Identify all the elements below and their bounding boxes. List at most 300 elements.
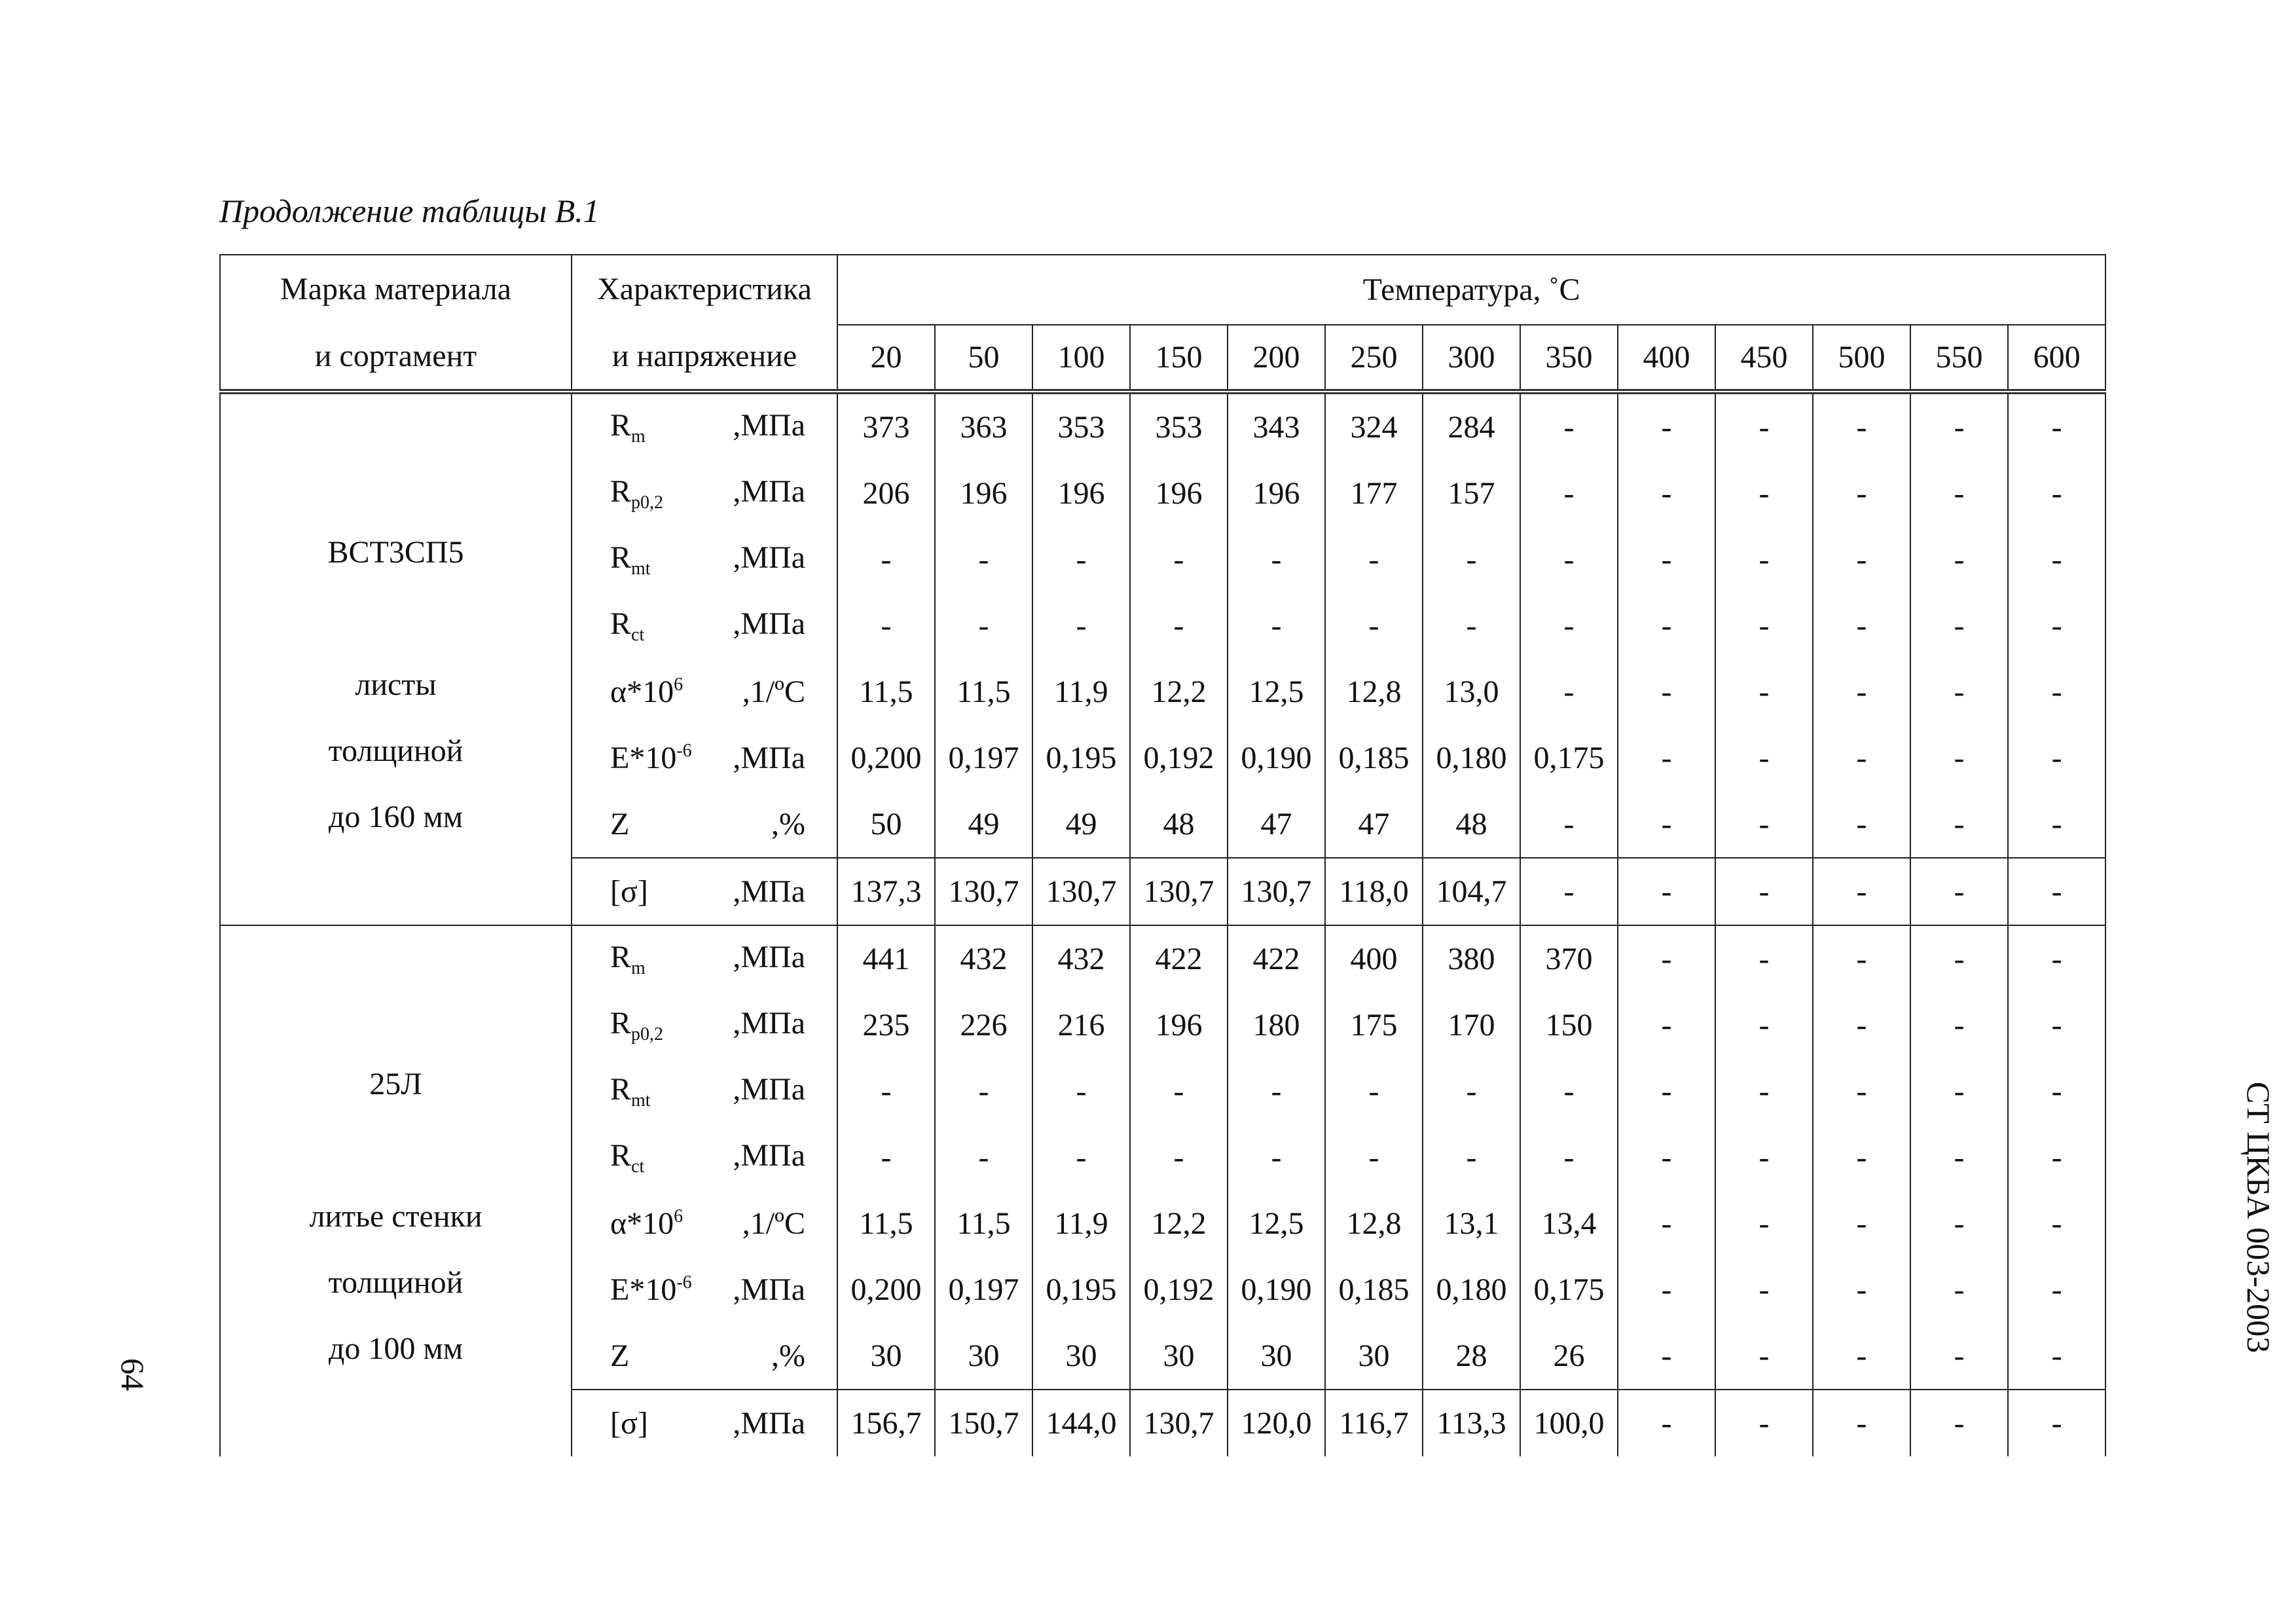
symbol-base: α*10 bbox=[610, 1206, 674, 1241]
characteristic-cell bbox=[572, 526, 837, 593]
value-cell: - bbox=[1228, 593, 1325, 659]
value-cell: - bbox=[1910, 460, 2008, 526]
value-cell: 49 bbox=[1032, 791, 1130, 858]
symbol-subscript: p0,2 bbox=[631, 1024, 664, 1044]
value-cell: - bbox=[1032, 593, 1130, 659]
characteristic-cell bbox=[572, 791, 837, 858]
value-cell: - bbox=[2008, 1190, 2105, 1257]
value-cell: - bbox=[1423, 526, 1520, 593]
value-cell: - bbox=[1618, 392, 1715, 460]
value-cell: 432 bbox=[935, 925, 1032, 992]
temp-header-cell: 200 bbox=[1228, 325, 1325, 392]
value-cell: 26 bbox=[1520, 1323, 1618, 1390]
temp-header-cell: 20 bbox=[837, 325, 935, 392]
value-cell: - bbox=[1520, 460, 1618, 526]
symbol-base: R bbox=[610, 940, 632, 974]
characteristic-cell bbox=[572, 725, 837, 791]
value-cell: - bbox=[1813, 1124, 1910, 1190]
value-cell: 400 bbox=[1325, 925, 1423, 992]
value-cell: 175 bbox=[1325, 992, 1423, 1058]
header-char-line1: Характеристика bbox=[597, 272, 812, 306]
characteristic-unit: ,МПа bbox=[733, 940, 805, 974]
characteristic-cell bbox=[572, 1390, 837, 1456]
value-cell: - bbox=[1813, 593, 1910, 659]
value-cell: 28 bbox=[1423, 1323, 1520, 1390]
characteristic-unit: ,% bbox=[771, 807, 805, 841]
characteristic-cell bbox=[572, 593, 837, 659]
symbol-superscript: -6 bbox=[676, 741, 692, 761]
material-cell bbox=[220, 925, 572, 1456]
value-cell: 0,185 bbox=[1325, 725, 1423, 791]
characteristic-unit: ,МПа bbox=[733, 408, 805, 443]
value-cell: - bbox=[1520, 791, 1618, 858]
value-cell: - bbox=[1910, 925, 2008, 992]
value-cell: 11,5 bbox=[837, 1190, 935, 1257]
value-cell: 30 bbox=[1032, 1323, 1130, 1390]
characteristic-cell bbox=[572, 1257, 837, 1323]
value-cell: - bbox=[1618, 791, 1715, 858]
value-cell: - bbox=[1910, 593, 2008, 659]
value-cell: 0,180 bbox=[1423, 1257, 1520, 1323]
symbol-base: [σ] bbox=[610, 874, 648, 909]
value-cell: 373 bbox=[837, 392, 935, 460]
value-cell: - bbox=[1618, 659, 1715, 725]
temp-header-cell: 600 bbox=[2008, 325, 2105, 392]
characteristic-unit: ,1/ºС bbox=[742, 674, 805, 709]
characteristic-symbol bbox=[610, 806, 629, 842]
value-cell: - bbox=[1618, 593, 1715, 659]
symbol-subscript: mt bbox=[631, 1090, 651, 1111]
value-cell: - bbox=[2008, 526, 2105, 593]
characteristic-symbol bbox=[610, 1137, 644, 1177]
symbol-base: E*10 bbox=[610, 1272, 677, 1307]
temp-header-cell: 150 bbox=[1130, 325, 1228, 392]
symbol-subscript: ct bbox=[631, 625, 645, 645]
characteristic-unit: ,МПа bbox=[733, 874, 805, 909]
characteristic-symbol bbox=[610, 874, 648, 910]
value-cell: 177 bbox=[1325, 460, 1423, 526]
value-cell: - bbox=[1715, 1190, 1813, 1257]
value-cell: 441 bbox=[837, 925, 935, 992]
value-cell: 353 bbox=[1130, 392, 1228, 460]
value-cell: - bbox=[1813, 1058, 1910, 1124]
characteristic-symbol bbox=[610, 1405, 648, 1441]
value-cell: - bbox=[1520, 1058, 1618, 1124]
value-cell: - bbox=[1910, 992, 2008, 1058]
symbol-superscript: 6 bbox=[674, 1206, 683, 1227]
characteristic-unit: ,МПа bbox=[733, 606, 805, 641]
characteristic-symbol bbox=[610, 1005, 663, 1045]
symbol-subscript: ct bbox=[631, 1156, 645, 1177]
value-cell: - bbox=[1813, 1390, 1910, 1456]
value-cell: 130,7 bbox=[1130, 1390, 1228, 1456]
value-cell: - bbox=[1813, 1257, 1910, 1323]
symbol-subscript: m bbox=[631, 958, 646, 978]
material-cell bbox=[220, 392, 572, 925]
characteristic-unit: ,МПа bbox=[733, 1406, 805, 1441]
value-cell: - bbox=[1715, 858, 1813, 925]
characteristic-cell bbox=[572, 392, 837, 460]
value-cell: - bbox=[1910, 1323, 2008, 1390]
symbol-base: R bbox=[610, 408, 632, 443]
value-cell: - bbox=[1813, 925, 1910, 992]
symbol-base: E*10 bbox=[610, 741, 677, 775]
value-cell: - bbox=[2008, 1257, 2105, 1323]
value-cell: - bbox=[1813, 1190, 1910, 1257]
characteristic-symbol bbox=[610, 1206, 683, 1242]
header-temperature: Температура, ˚С bbox=[837, 255, 2105, 325]
value-cell: 12,2 bbox=[1130, 1190, 1228, 1257]
characteristic-unit: ,МПа bbox=[733, 1138, 805, 1173]
characteristic-symbol bbox=[610, 1272, 692, 1308]
value-cell: - bbox=[2008, 659, 2105, 725]
value-cell: - bbox=[2008, 858, 2105, 925]
characteristic-cell bbox=[572, 992, 837, 1058]
symbol-base: Z bbox=[610, 1338, 630, 1373]
characteristic-symbol bbox=[610, 939, 646, 979]
value-cell: - bbox=[1910, 659, 2008, 725]
value-cell: 226 bbox=[935, 992, 1032, 1058]
value-cell: - bbox=[1618, 1390, 1715, 1456]
value-cell: - bbox=[1618, 925, 1715, 992]
value-cell: - bbox=[1715, 593, 1813, 659]
value-cell: 30 bbox=[1325, 1323, 1423, 1390]
characteristic-cell bbox=[572, 1124, 837, 1190]
characteristic-unit: ,МПа bbox=[733, 1072, 805, 1107]
value-cell: 422 bbox=[1228, 925, 1325, 992]
characteristic-unit: ,1/ºС bbox=[742, 1206, 805, 1241]
value-cell: 216 bbox=[1032, 992, 1130, 1058]
value-cell: 380 bbox=[1423, 925, 1520, 992]
symbol-subscript: m bbox=[631, 426, 646, 447]
value-cell: - bbox=[1130, 526, 1228, 593]
value-cell: - bbox=[1910, 1190, 2008, 1257]
value-cell: - bbox=[1715, 526, 1813, 593]
material-line: толщиной bbox=[328, 733, 464, 768]
property-row bbox=[220, 925, 2105, 992]
value-cell: - bbox=[1325, 526, 1423, 593]
value-cell: - bbox=[1618, 1257, 1715, 1323]
value-cell: - bbox=[1618, 992, 1715, 1058]
value-cell: - bbox=[1813, 526, 1910, 593]
value-cell: 11,5 bbox=[935, 659, 1032, 725]
header-material-line1: Марка материала bbox=[280, 272, 511, 306]
symbol-base: R bbox=[610, 1006, 632, 1041]
value-cell: 130,7 bbox=[1130, 858, 1228, 925]
value-cell: - bbox=[1910, 725, 2008, 791]
value-cell: 0,185 bbox=[1325, 1257, 1423, 1323]
table-body bbox=[220, 255, 2105, 1456]
material-line: толщиной bbox=[328, 1264, 464, 1300]
value-cell: 30 bbox=[1130, 1323, 1228, 1390]
value-cell: - bbox=[837, 1058, 935, 1124]
value-cell: - bbox=[1032, 526, 1130, 593]
value-cell: 0,190 bbox=[1228, 1257, 1325, 1323]
value-cell: - bbox=[2008, 791, 2105, 858]
value-cell: 156,7 bbox=[837, 1390, 935, 1456]
characteristic-unit: ,МПа bbox=[733, 1272, 805, 1307]
value-cell: 30 bbox=[935, 1323, 1032, 1390]
value-cell: 206 bbox=[837, 460, 935, 526]
value-cell: 50 bbox=[837, 791, 935, 858]
value-cell: 0,200 bbox=[837, 1257, 935, 1323]
value-cell: 0,192 bbox=[1130, 725, 1228, 791]
value-cell: - bbox=[1910, 526, 2008, 593]
material-line: до 160 мм bbox=[328, 799, 464, 834]
value-cell: - bbox=[1520, 858, 1618, 925]
document-code: СТ ЦКБА 003-2003 bbox=[2240, 1081, 2277, 1354]
value-cell: 13,1 bbox=[1423, 1190, 1520, 1257]
value-cell: - bbox=[1130, 1058, 1228, 1124]
header-material bbox=[220, 255, 572, 392]
value-cell: - bbox=[1715, 992, 1813, 1058]
value-cell: 0,175 bbox=[1520, 725, 1618, 791]
value-cell: - bbox=[935, 1058, 1032, 1124]
header-characteristic bbox=[572, 255, 837, 392]
material-line: листы bbox=[355, 667, 437, 702]
symbol-subscript: p0,2 bbox=[631, 492, 664, 513]
value-cell: - bbox=[1813, 659, 1910, 725]
value-cell: - bbox=[1910, 392, 2008, 460]
value-cell: 353 bbox=[1032, 392, 1130, 460]
symbol-base: α*10 bbox=[610, 674, 674, 709]
value-cell: - bbox=[1715, 392, 1813, 460]
header-row-1 bbox=[220, 255, 2105, 325]
value-cell: - bbox=[1325, 1058, 1423, 1124]
value-cell: 113,3 bbox=[1423, 1390, 1520, 1456]
value-cell: - bbox=[1813, 725, 1910, 791]
header-char-line2: и напряжение bbox=[611, 339, 797, 373]
characteristic-cell bbox=[572, 925, 837, 992]
value-cell: - bbox=[1813, 992, 1910, 1058]
value-cell: - bbox=[2008, 925, 2105, 992]
value-cell: - bbox=[1520, 392, 1618, 460]
temp-header-cell: 350 bbox=[1520, 325, 1618, 392]
value-cell: - bbox=[1715, 1058, 1813, 1124]
characteristic-symbol bbox=[610, 740, 692, 776]
symbol-subscript: mt bbox=[631, 559, 651, 579]
value-cell: 11,9 bbox=[1032, 659, 1130, 725]
temp-header-cell: 50 bbox=[935, 325, 1032, 392]
value-cell: - bbox=[1423, 1124, 1520, 1190]
value-cell: - bbox=[1813, 460, 1910, 526]
value-cell: 0,197 bbox=[935, 725, 1032, 791]
value-cell: 11,5 bbox=[935, 1190, 1032, 1257]
temp-header-cell: 100 bbox=[1032, 325, 1130, 392]
value-cell: 116,7 bbox=[1325, 1390, 1423, 1456]
value-cell: 30 bbox=[1228, 1323, 1325, 1390]
value-cell: - bbox=[1130, 1124, 1228, 1190]
characteristic-unit: ,МПа bbox=[733, 540, 805, 575]
value-cell: 0,197 bbox=[935, 1257, 1032, 1323]
temp-header-cell: 300 bbox=[1423, 325, 1520, 392]
value-cell: 180 bbox=[1228, 992, 1325, 1058]
value-cell: 0,180 bbox=[1423, 725, 1520, 791]
value-cell: 432 bbox=[1032, 925, 1130, 992]
value-cell: 12,5 bbox=[1228, 659, 1325, 725]
value-cell: - bbox=[837, 526, 935, 593]
characteristic-unit: ,% bbox=[771, 1338, 805, 1373]
value-cell: 12,5 bbox=[1228, 1190, 1325, 1257]
value-cell: 12,8 bbox=[1325, 1190, 1423, 1257]
value-cell: - bbox=[1910, 1390, 2008, 1456]
value-cell: 47 bbox=[1228, 791, 1325, 858]
property-row bbox=[220, 392, 2105, 460]
page-number: 64 bbox=[115, 1358, 151, 1391]
value-cell: 130,7 bbox=[1228, 858, 1325, 925]
symbol-base: R bbox=[610, 474, 632, 509]
characteristic-unit: ,МПа bbox=[733, 474, 805, 509]
value-cell: 104,7 bbox=[1423, 858, 1520, 925]
value-cell: - bbox=[837, 593, 935, 659]
value-cell: - bbox=[935, 1124, 1032, 1190]
value-cell: 144,0 bbox=[1032, 1390, 1130, 1456]
symbol-base: [σ] bbox=[610, 1406, 648, 1441]
value-cell: 0,175 bbox=[1520, 1257, 1618, 1323]
value-cell: - bbox=[1813, 1323, 1910, 1390]
value-cell: 196 bbox=[1130, 460, 1228, 526]
value-cell: 47 bbox=[1325, 791, 1423, 858]
value-cell: - bbox=[1032, 1058, 1130, 1124]
value-cell: - bbox=[1520, 526, 1618, 593]
value-cell: - bbox=[1813, 858, 1910, 925]
value-cell: - bbox=[1618, 725, 1715, 791]
value-cell: - bbox=[935, 593, 1032, 659]
value-cell: - bbox=[2008, 593, 2105, 659]
value-cell: - bbox=[1715, 1390, 1813, 1456]
value-cell: - bbox=[1715, 1124, 1813, 1190]
value-cell: - bbox=[1910, 1124, 2008, 1190]
value-cell: 0,190 bbox=[1228, 725, 1325, 791]
value-cell: 120,0 bbox=[1228, 1390, 1325, 1456]
characteristic-cell bbox=[572, 460, 837, 526]
symbol-base: R bbox=[610, 606, 632, 641]
table-caption: Продолжение таблицы В.1 bbox=[219, 193, 600, 229]
value-cell: 13,0 bbox=[1423, 659, 1520, 725]
temp-header-cell: 450 bbox=[1715, 325, 1813, 392]
value-cell: - bbox=[1715, 791, 1813, 858]
value-cell: - bbox=[1715, 1257, 1813, 1323]
characteristic-symbol bbox=[610, 473, 663, 513]
value-cell: 0,195 bbox=[1032, 1257, 1130, 1323]
value-cell: - bbox=[1618, 858, 1715, 925]
value-cell: - bbox=[1228, 1058, 1325, 1124]
value-cell: 49 bbox=[935, 791, 1032, 858]
value-cell: - bbox=[2008, 725, 2105, 791]
value-cell: - bbox=[1325, 1124, 1423, 1190]
characteristic-symbol bbox=[610, 1071, 651, 1111]
symbol-superscript: -6 bbox=[676, 1272, 692, 1293]
value-cell: - bbox=[1130, 593, 1228, 659]
value-cell: - bbox=[1618, 1058, 1715, 1124]
material-line: ВСТ3СП5 bbox=[327, 534, 464, 570]
value-cell: 370 bbox=[1520, 925, 1618, 992]
value-cell: 13,4 bbox=[1520, 1190, 1618, 1257]
value-cell: 0,195 bbox=[1032, 725, 1130, 791]
material-line: до 100 мм bbox=[328, 1331, 464, 1366]
value-cell: - bbox=[1910, 791, 2008, 858]
value-cell: - bbox=[1618, 1323, 1715, 1390]
value-cell: 196 bbox=[935, 460, 1032, 526]
symbol-base: R bbox=[610, 540, 632, 575]
value-cell: 196 bbox=[1032, 460, 1130, 526]
value-cell: 196 bbox=[1130, 992, 1228, 1058]
value-cell: 137,3 bbox=[837, 858, 935, 925]
characteristic-cell bbox=[572, 1058, 837, 1124]
characteristic-unit: ,МПа bbox=[733, 1006, 805, 1041]
temp-header-cell: 550 bbox=[1910, 325, 2008, 392]
value-cell: - bbox=[2008, 992, 2105, 1058]
characteristic-symbol bbox=[610, 674, 683, 710]
value-cell: - bbox=[2008, 1323, 2105, 1390]
value-cell: 235 bbox=[837, 992, 935, 1058]
characteristic-cell bbox=[572, 1190, 837, 1257]
value-cell: 150 bbox=[1520, 992, 1618, 1058]
value-cell: - bbox=[1618, 526, 1715, 593]
characteristic-symbol bbox=[610, 606, 644, 646]
value-cell: - bbox=[1618, 460, 1715, 526]
value-cell: - bbox=[1325, 593, 1423, 659]
value-cell: - bbox=[1228, 526, 1325, 593]
value-cell: 170 bbox=[1423, 992, 1520, 1058]
value-cell: 196 bbox=[1228, 460, 1325, 526]
value-cell: - bbox=[1813, 791, 1910, 858]
value-cell: 157 bbox=[1423, 460, 1520, 526]
value-cell: 12,8 bbox=[1325, 659, 1423, 725]
value-cell: 11,5 bbox=[837, 659, 935, 725]
value-cell: - bbox=[1520, 593, 1618, 659]
symbol-superscript: 6 bbox=[674, 674, 683, 695]
value-cell: - bbox=[1715, 925, 1813, 992]
value-cell: - bbox=[1813, 392, 1910, 460]
value-cell: 324 bbox=[1325, 392, 1423, 460]
characteristic-cell bbox=[572, 659, 837, 725]
value-cell: - bbox=[1032, 1124, 1130, 1190]
value-cell: - bbox=[1715, 659, 1813, 725]
temp-header-cell: 400 bbox=[1618, 325, 1715, 392]
value-cell: - bbox=[1910, 1257, 2008, 1323]
characteristic-cell bbox=[572, 1323, 837, 1390]
value-cell: 48 bbox=[1423, 791, 1520, 858]
value-cell: - bbox=[1910, 858, 2008, 925]
symbol-base: R bbox=[610, 1072, 632, 1107]
material-line: литье стенки bbox=[309, 1198, 483, 1234]
value-cell: - bbox=[1910, 1058, 2008, 1124]
value-cell: - bbox=[1520, 1124, 1618, 1190]
value-cell: - bbox=[2008, 460, 2105, 526]
value-cell: 150,7 bbox=[935, 1390, 1032, 1456]
value-cell: - bbox=[1618, 1124, 1715, 1190]
value-cell: 12,2 bbox=[1130, 659, 1228, 725]
characteristic-symbol bbox=[610, 1338, 629, 1374]
value-cell: 284 bbox=[1423, 392, 1520, 460]
header-material-line2: и сортамент bbox=[314, 339, 477, 373]
characteristic-symbol bbox=[610, 540, 651, 580]
value-cell: - bbox=[1715, 725, 1813, 791]
value-cell: - bbox=[1520, 659, 1618, 725]
value-cell: 118,0 bbox=[1325, 858, 1423, 925]
value-cell: - bbox=[1715, 1323, 1813, 1390]
value-cell: - bbox=[935, 526, 1032, 593]
value-cell: 48 bbox=[1130, 791, 1228, 858]
characteristic-symbol bbox=[610, 407, 646, 447]
value-cell: - bbox=[2008, 392, 2105, 460]
value-cell: 343 bbox=[1228, 392, 1325, 460]
value-cell: - bbox=[1618, 1190, 1715, 1257]
value-cell: - bbox=[837, 1124, 935, 1190]
value-cell: 30 bbox=[837, 1323, 935, 1390]
value-cell: 422 bbox=[1130, 925, 1228, 992]
